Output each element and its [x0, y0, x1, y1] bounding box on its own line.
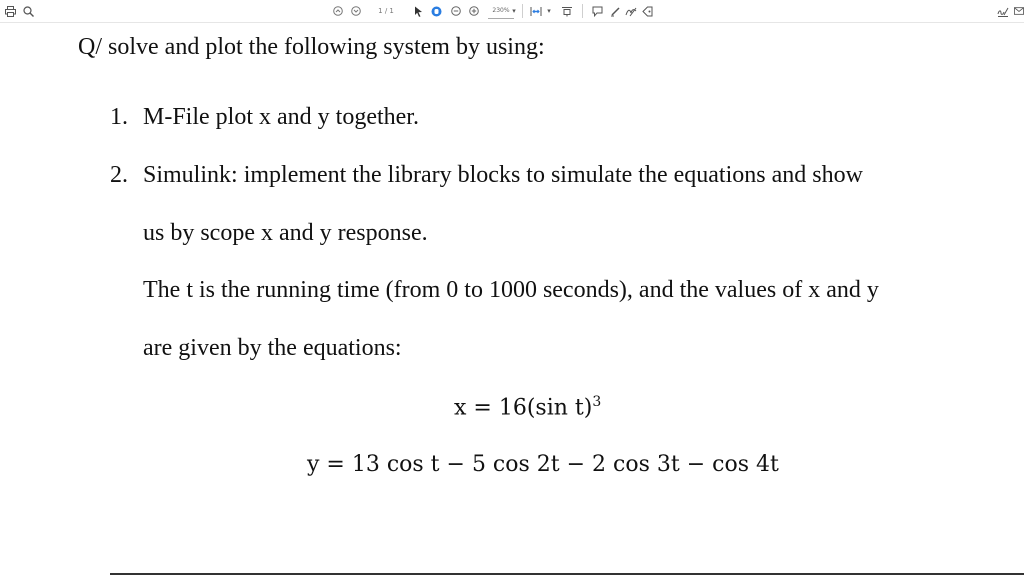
toolbar-divider: [522, 4, 523, 18]
stamp-icon[interactable]: [640, 4, 654, 18]
zoom-in-icon[interactable]: [468, 4, 480, 18]
sign-icon[interactable]: [996, 4, 1010, 18]
list-item-text: M-File plot x and y together.: [143, 104, 419, 130]
highlight-icon[interactable]: [624, 4, 638, 18]
document-page: [0, 22, 1024, 576]
equation-x-exponent: 3: [592, 394, 602, 410]
page-down-icon[interactable]: [350, 4, 362, 18]
mail-icon[interactable]: [1014, 4, 1024, 18]
page-up-icon[interactable]: [332, 4, 344, 18]
list-item-number: 2.: [110, 162, 128, 188]
search-icon[interactable]: [22, 4, 34, 18]
pen-icon[interactable]: [608, 4, 622, 18]
page-bottom-rule: [110, 573, 1024, 575]
hand-tool-icon[interactable]: [430, 4, 442, 18]
page-indicator[interactable]: 1 / 1: [378, 7, 394, 15]
toolbar-divider: [582, 4, 583, 18]
select-cursor-icon[interactable]: [412, 4, 424, 18]
print-icon[interactable]: [4, 4, 16, 18]
paragraph-line: are given by the equations:: [143, 335, 402, 361]
chevron-down-icon[interactable]: ▾: [547, 7, 551, 15]
equation-x: [454, 394, 601, 420]
fit-page-icon[interactable]: [528, 4, 544, 18]
list-item-text: Simulink: implement the library blocks to simulate the equations and show: [143, 162, 863, 188]
list-item-continuation: us by scope x and y response.: [143, 220, 428, 246]
pdf-toolbar: [0, 0, 1024, 23]
equation-y: y = 13 cos t − 5 cos 2t − 2 cos 3t − cos 4t: [307, 452, 779, 477]
chevron-down-icon[interactable]: ▾: [512, 7, 516, 15]
equation-x-main: x = 16(sin t): [454, 395, 593, 421]
zoom-out-icon[interactable]: [450, 4, 462, 18]
comment-icon[interactable]: [590, 4, 604, 18]
paragraph-line: The t is the running time (from 0 to 1000 seconds), and the values of x and y: [143, 277, 879, 303]
zoom-level-select[interactable]: 230%: [488, 4, 514, 19]
question-heading: Q/ solve and plot the following system by using:: [78, 34, 545, 60]
scroll-mode-icon[interactable]: [560, 4, 574, 18]
list-item-number: 1.: [110, 104, 128, 130]
